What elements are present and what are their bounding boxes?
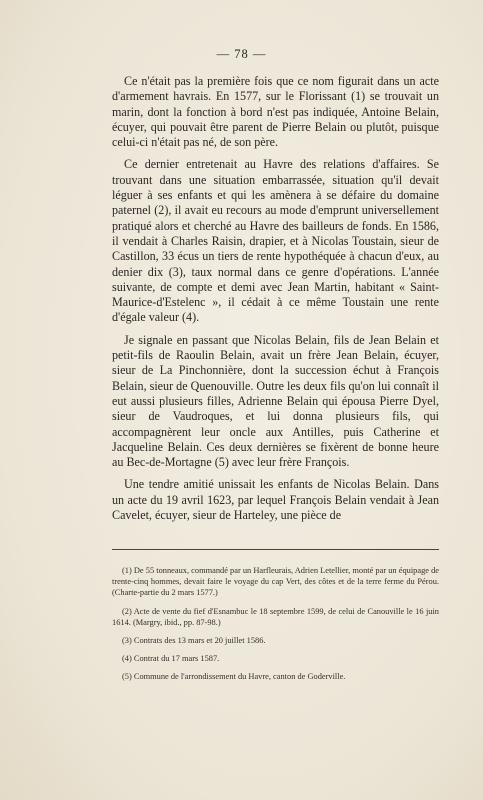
- paragraph-1: Ce n'était pas la première fois que ce nom figurait dans un acte d'armement havrais. En 1577, sur le Florissant (1) se trouvait un marin, dont la fonction à bord n'est pas indiquée, Antoine Belain, écuyer, qui pouvait être parent de Pierre Belain ou plutôt, puisque celui-ci n'était pas né, de son père.: [112, 74, 439, 150]
- footnotes: [112, 565, 439, 690]
- footnote-2: (2) Acte de vente du fief d'Esnambuc le 18 septembre 1599, de celui de Canouville le 16 juin 1614. (Margry, ibid., pp. 87-98.): [112, 606, 439, 627]
- paragraph-2: Ce dernier entretenait au Havre des relations d'affaires. Se trouvant dans une situation embarrassée, situation qu'il devait léguer à ses enfants et qui les amènera à se défaire du domaine paternel (2), il avait eu recours au mode d'emprunt universellement pratiqué alors et cherché au Havre des bailleurs de fonds. En 1586, il vendait à Charles Raisin, drapier, et à Nicolas Toustain, sieur de Castillon, 33 écus un tiers de rente hypothéquée à chacun d'eux, au denier dix (3), taux normal dans ce genre d'opérations. L'année suivante, de compte et demi avec Jean Martin, habitant « Saint-Maurice-d'Estelenc », il cédait à ce même Toustain une rente d'égale valeur (4).: [112, 157, 439, 325]
- footnote-1: (1) De 55 tonneaux, commandé par un Harfleurais, Adrien Letellier, monté par un équipage de trente-cinq hommes, devait faire le voyage du cap Vert, des côtes et de la terre ferme du Pérou. (Charte-partie du 2 mars 1577.): [112, 566, 439, 598]
- footnote-4: (4) Contrat du 17 mars 1587.: [122, 654, 220, 664]
- page-number: — 78 —: [216, 47, 267, 61]
- footnote-divider: [112, 549, 439, 550]
- footnote-3: (3) Contrats des 13 mars et 20 juillet 1586.: [122, 636, 266, 646]
- body-text: [112, 74, 439, 530]
- footnote-5: (5) Commune de l'arrondissement du Havre, canton de Goderville.: [122, 672, 346, 682]
- paragraph-4: Une tendre amitié unissait les enfants de Nicolas Belain. Dans un acte du 19 avril 1623, par lequel François Belain vendait à Jean Cavelet, écuyer, sieur de Harteley, une pièce de: [112, 477, 439, 523]
- paragraph-3: Je signale en passant que Nicolas Belain, fils de Jean Belain et petit-fils de Raoulin Belain, avait un frère Jean Belain, écuyer, sieur de La Pinchonnière, dont la succession échut à François Belain, sieur de Quenouville. Outre les deux fils qu'on lui connaît il eut aussi plusieurs filles, Adrienne Belain qui épousa Pierre Dyel, sieur de Vaudroques, et lui donna plusieurs fils, qui accompagnèrent leur oncle aux Antilles, puis Catherine et Jacqueline Belain. Ces deux dernières se fixèrent de bonne heure au Bec-de-Mortagne (5) avec leur frère François.: [112, 332, 439, 470]
